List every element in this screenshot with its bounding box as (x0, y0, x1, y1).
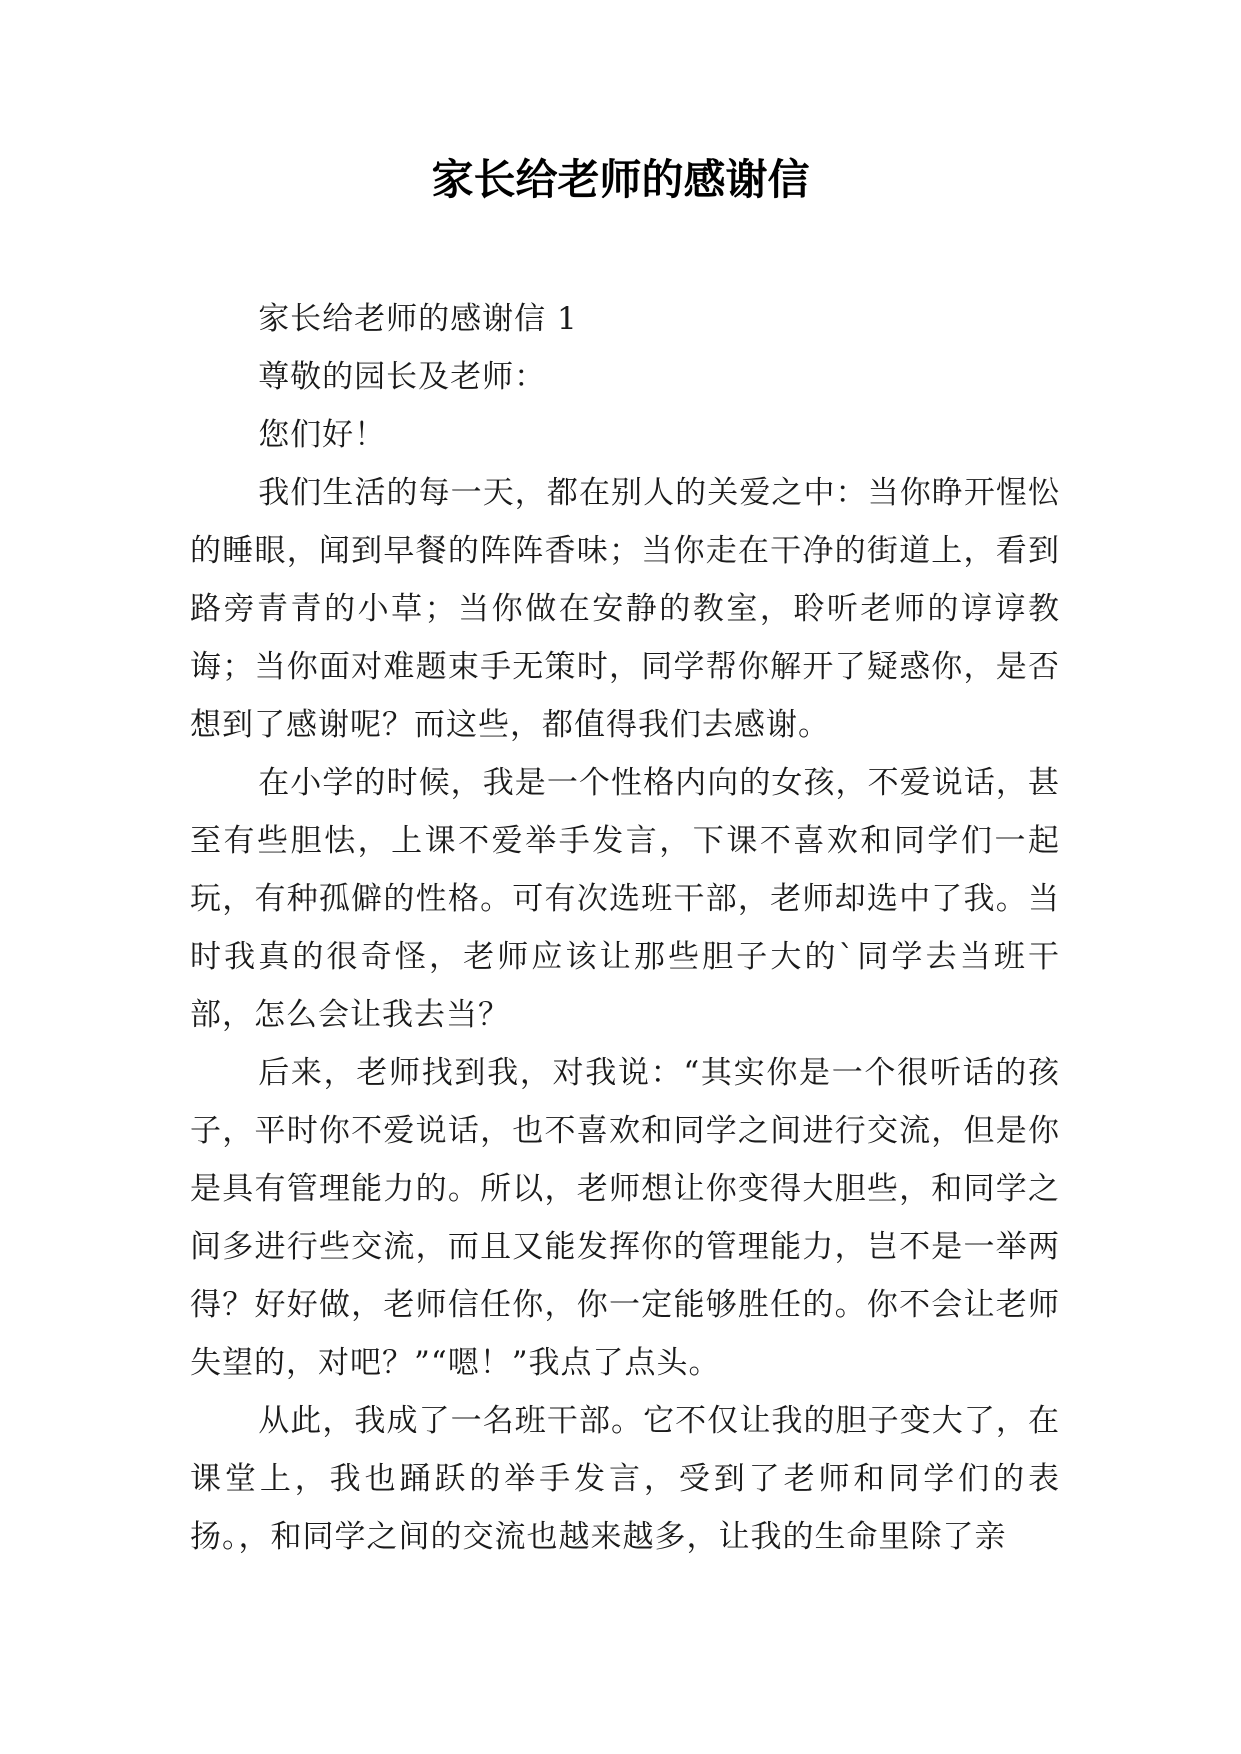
paragraph-heading: 家长给老师的感谢信 1 (258, 301, 578, 337)
paragraph-greeting: 您们好！ (258, 417, 387, 453)
paragraph-salutation: 尊敬的园长及老师： (258, 359, 547, 395)
paragraph-body: 我们生活的每一天，都在别人的关爱之中：当你睁开惺忪的睡眼，闻到早餐的阵阵香味；当你走在干净的街道上，看到路旁青青的小草；当你做在安静的教室，聆听老师的谆谆教诲；当你面对难题束手无策时，同学帮你解开了疑惑你，是否想到了感谢呢？而这些，都值得我们去感谢。 (190, 475, 1060, 743)
document-body (190, 290, 1060, 1566)
paragraph-body: 后来，老师找到我，对我说：“其实你是一个很听话的孩子，平时你不爱说话，也不喜欢和同学之间进行交流，但是你是具有管理能力的。所以，老师想让你变得大胆些，和同学之间多进行些交流，而且又能发挥你的管理能力，岂不是一举两得？好好做，老师信任你，你一定能够胜任的。你不会让老师失望的，对吧？”“嗯！”我点了点头。 (190, 1055, 1060, 1381)
paragraph-body: 从此，我成了一名班干部。它不仅让我的胆子变大了，在课堂上，我也踊跃的举手发言，受到了老师和同学们的表扬。，和同学之间的交流也越来越多，让我的生命里除了亲 (190, 1403, 1060, 1555)
document-title: 家长给老师的感谢信 (431, 155, 810, 204)
paragraph-body: 在小学的时候，我是一个性格内向的女孩，不爱说话，甚至有些胆怯，上课不爱举手发言，下课不喜欢和同学们一起玩，有种孤僻的性格。可有次选班干部，老师却选中了我。当时我真的很奇怪，老师应该让那些胆子大的`同学去当班干部，怎么会让我去当？ (190, 765, 1060, 1033)
